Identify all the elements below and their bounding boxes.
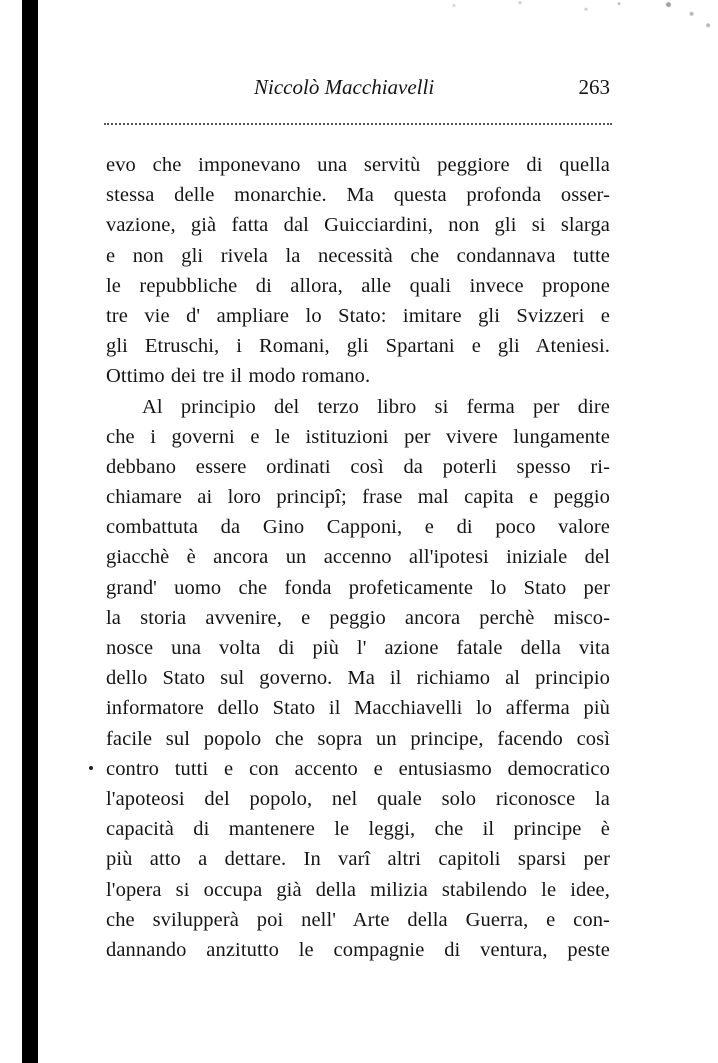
text-line: combattuta da Gino Capponi, e di poco valore <box>106 516 610 539</box>
book-spine-shadow <box>22 0 38 1063</box>
body-text <box>106 150 610 965</box>
margin-mark <box>89 766 93 770</box>
text-line: più atto a dettare. In varî altri capitoli sparsi per <box>106 848 610 871</box>
text-line: che i governi e le istituzioni per vivere lungamente <box>106 425 610 448</box>
text-line: e non gli rivela la necessità che condannava tutte <box>106 244 610 267</box>
text-line: dannando anzitutto le compagnie di ventura, peste <box>106 938 610 961</box>
text-line: tre vie d' ampliare lo Stato: imitare gli Svizzeri e <box>106 304 610 327</box>
text-line: Ottimo dei tre il modo romano. <box>106 365 371 388</box>
text-line: le repubbliche di allora, alle quali invece propone <box>106 274 610 297</box>
text-line: che svilupperà poi nell' Arte della Guerra, e con- <box>106 908 610 931</box>
text-line: contro tutti e con accento e entusiasmo democratico <box>106 757 610 780</box>
text-line: chiamare ai loro principî; frase mal capita e peggio <box>106 486 610 509</box>
text-line: facile sul popolo che sopra un principe, facendo così <box>106 727 610 750</box>
text-line: l'apoteosi del popolo, nel quale solo riconosce la <box>106 787 610 810</box>
paragraph <box>106 392 610 966</box>
text-line: debbano essere ordinati così da poterli spesso ri- <box>106 455 610 478</box>
text-line: Al principio del terzo libro si ferma per dire <box>142 395 610 418</box>
text-line: la storia avvenire, e peggio ancora perchè misco- <box>106 606 610 629</box>
paragraph <box>106 150 610 392</box>
page-number: 263 <box>578 75 610 99</box>
text-line: nosce una volta di più l' azione fatale della vita <box>106 637 610 659</box>
text-line: capacità di mantenere le leggi, che il principe è <box>106 818 610 841</box>
text-line: l'opera si occupa già della milizia stabilendo le idee, <box>106 878 610 901</box>
text-line: evo che imponevano una servitù peggiore di quella <box>106 154 610 176</box>
text-line: informatore dello Stato il Macchiavelli lo afferma più <box>106 697 610 720</box>
text-line: vazione, già fatta dal Guicciardini, non gli si slarga <box>106 214 610 237</box>
text-line: gli Etruschi, i Romani, gli Spartani e gli Ateniesi. <box>106 335 610 358</box>
text-line: giacchè è ancora un accenno all'ipotesi iniziale del <box>106 546 610 569</box>
header-rule <box>104 123 612 125</box>
text-line: stessa delle monarchie. Ma questa profonda osser- <box>106 184 610 207</box>
text-line: grand' uomo che fonda profeticamente lo Stato per <box>106 576 610 599</box>
page-header <box>106 75 610 103</box>
running-title: Niccolò Macchiavelli <box>254 75 435 99</box>
paper-speckle <box>388 0 718 46</box>
text-line: dello Stato sul governo. Ma il richiamo al principio <box>106 667 610 690</box>
